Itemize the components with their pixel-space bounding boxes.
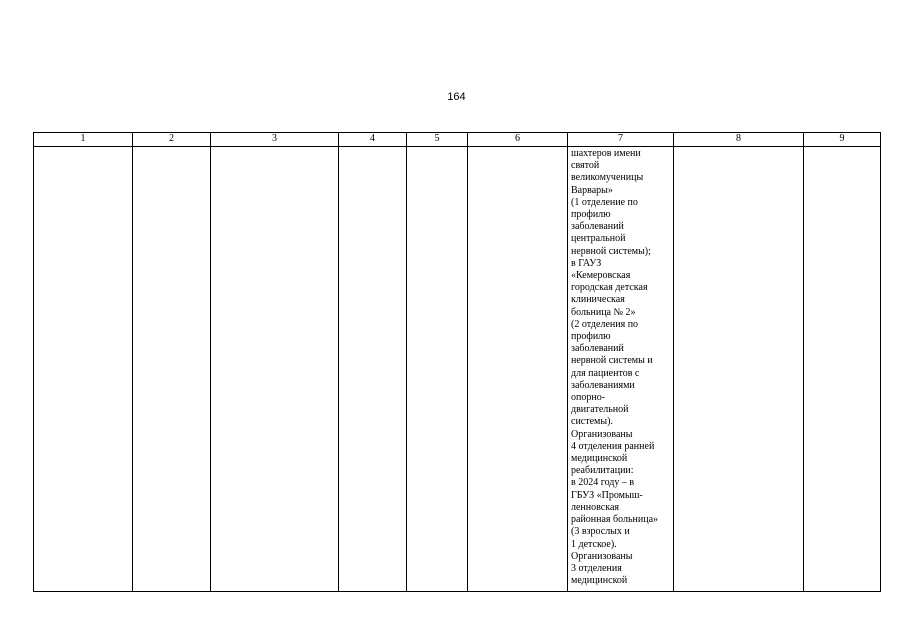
table-cell-col1 bbox=[34, 147, 133, 592]
column-header-6: 6 bbox=[468, 133, 568, 147]
table-header-row bbox=[34, 133, 881, 147]
measures-description-text: шахтеров имени святой великомученицы Варвары» (1 отделение по профилю заболеваний центральной нервной системы); в ГАУЗ «Кемеровская городская детская клиническая больница № 2» (2 отделения по профилю заболеваний нервной системы и для пациентов с заболеваниями опорно- двигательной системы). Организованы 4 отделения ранней медицинской реабилитации: в 2024 году – в ГБУЗ «Промыш- ленновская районная больница» (3 взрослых и 1 детское). Организованы 3 отделения медицинской bbox=[571, 148, 659, 587]
data-table bbox=[33, 132, 881, 592]
column-header-7: 7 bbox=[568, 133, 674, 147]
table-cell-col7 bbox=[568, 147, 674, 592]
column-header-9: 9 bbox=[804, 133, 881, 147]
table-cell-col3 bbox=[211, 147, 339, 592]
column-header-2: 2 bbox=[133, 133, 211, 147]
column-header-8: 8 bbox=[674, 133, 804, 147]
column-header-4: 4 bbox=[339, 133, 407, 147]
column-header-5: 5 bbox=[407, 133, 468, 147]
column-header-3: 3 bbox=[211, 133, 339, 147]
table-cell-col9 bbox=[804, 147, 881, 592]
table-cell-col4 bbox=[339, 147, 407, 592]
page-number: 164 bbox=[447, 91, 466, 103]
table-cell-col6 bbox=[468, 147, 568, 592]
table-row bbox=[34, 147, 881, 592]
table-cell-col8 bbox=[674, 147, 804, 592]
column-header-1: 1 bbox=[34, 133, 133, 147]
table-cell-col2 bbox=[133, 147, 211, 592]
table-cell-col5 bbox=[407, 147, 468, 592]
